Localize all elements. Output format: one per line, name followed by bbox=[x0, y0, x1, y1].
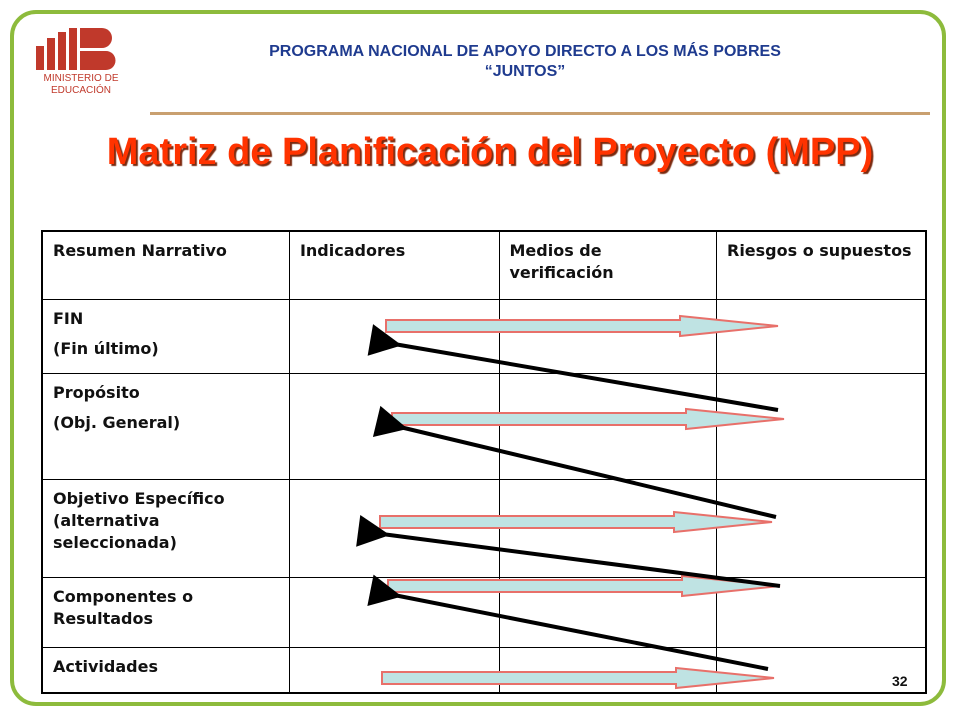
table-cell bbox=[289, 647, 499, 693]
slide-title: Matriz de Planificación del Proyecto (MPP) bbox=[106, 131, 874, 173]
row-sublabel: (Obj. General) bbox=[53, 412, 181, 432]
table-row bbox=[42, 373, 926, 479]
row-label: Actividades bbox=[53, 656, 158, 676]
header-cell: Riesgos o supuestos bbox=[717, 231, 927, 299]
table-cell bbox=[499, 373, 717, 479]
logo-caption: MINISTERIO DE EDUCACIÓN bbox=[43, 73, 119, 96]
row-label-cell bbox=[42, 577, 289, 647]
header-cell: Medios de verificación bbox=[499, 231, 717, 299]
row-label-cell bbox=[42, 479, 289, 577]
row-label-cell bbox=[42, 647, 289, 693]
table-cell bbox=[499, 577, 717, 647]
table-cell bbox=[289, 577, 499, 647]
row-sublabel: (Fin último) bbox=[53, 338, 159, 358]
header-cell: Indicadores bbox=[289, 231, 499, 299]
row-label-cell bbox=[42, 299, 289, 373]
row-label: FIN bbox=[53, 308, 84, 328]
table-row bbox=[42, 479, 926, 577]
row-label: Objetivo Específico (alternativa seleccionada) bbox=[53, 488, 225, 552]
table-cell bbox=[499, 299, 717, 373]
header-cell: Resumen Narrativo bbox=[42, 231, 289, 299]
row-label-cell bbox=[42, 373, 289, 479]
table-cell bbox=[717, 577, 927, 647]
program-title bbox=[150, 42, 900, 82]
row-label: Componentes o Resultados bbox=[53, 586, 194, 628]
table-cell bbox=[717, 299, 927, 373]
table-cell bbox=[289, 479, 499, 577]
planning-matrix bbox=[41, 230, 927, 694]
header-row bbox=[42, 231, 926, 299]
program-title-line2: “JUNTOS” bbox=[484, 63, 566, 80]
table-row bbox=[42, 647, 926, 693]
table-row bbox=[42, 299, 926, 373]
table-cell bbox=[289, 373, 499, 479]
table-cell bbox=[499, 647, 717, 693]
table-row bbox=[42, 577, 926, 647]
table-cell bbox=[289, 299, 499, 373]
header-divider bbox=[150, 112, 930, 115]
table-cell bbox=[717, 479, 927, 577]
program-title-line1: PROGRAMA NACIONAL DE APOYO DIRECTO A LOS MÁS POBRES bbox=[269, 43, 781, 60]
table-cell bbox=[499, 479, 717, 577]
table-cell bbox=[717, 373, 927, 479]
page-number: 32 bbox=[892, 673, 908, 689]
row-label: Propósito bbox=[53, 382, 140, 402]
